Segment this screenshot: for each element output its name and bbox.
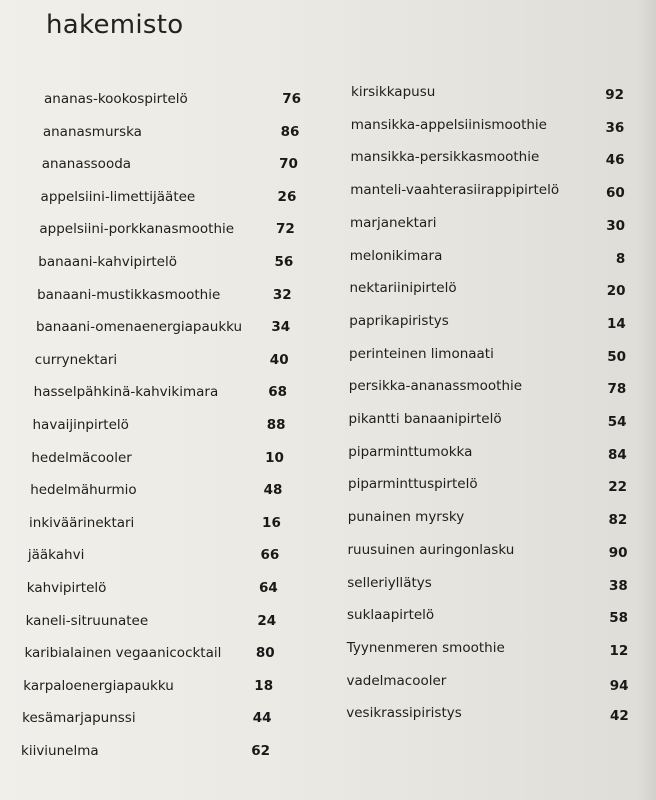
entry-name: suklaapirtelö — [347, 607, 435, 624]
entry-name: inkiväärinektari — [29, 514, 135, 531]
entry-name: ruusuinen auringonlasku — [347, 541, 515, 558]
entry-name: mansikka-persikkasmoothie — [350, 149, 540, 166]
entry-name: appelsiini-porkkanasmoothie — [39, 221, 235, 238]
entry-page-number: 84 — [607, 446, 627, 463]
entry-name: jääkahvi — [27, 547, 85, 564]
entry-page-number: 42 — [609, 708, 629, 725]
entry-name: karpaloenergiapaukku — [23, 677, 174, 694]
entry-name: karibialainen vegaanicocktail — [24, 645, 222, 662]
entry-page-number: 18 — [254, 677, 274, 694]
entry-page-number: 36 — [605, 119, 625, 136]
entry-name: melonikimara — [349, 247, 443, 264]
entry-page-number: 58 — [609, 610, 628, 627]
entry-page-number: 68 — [268, 384, 288, 401]
entry-page-number: 16 — [262, 514, 281, 531]
entry-name: appelsiini-limettijäätee — [40, 188, 196, 205]
entry-name: hasselpähkinä-kahvikimara — [33, 384, 219, 401]
entry-name: selleriyllätys — [347, 574, 432, 591]
entry-page-number: 62 — [251, 743, 270, 759]
entry-name: hedelmäcooler — [31, 449, 132, 466]
entry-name: ananas-kookospirtelö — [44, 91, 188, 107]
entry-page-number: 92 — [605, 87, 624, 103]
entry-page-number: 44 — [252, 710, 272, 727]
entry-page-number: 46 — [605, 152, 625, 169]
entry-page-number: 50 — [607, 348, 626, 365]
entry-name: nektariinipirtelö — [349, 280, 457, 297]
entry-page-number: 94 — [609, 677, 629, 694]
entry-name: persikka-ananassmoothie — [348, 378, 523, 395]
entry-page-number: 40 — [269, 351, 289, 368]
entry-name: kaneli-sitruunatee — [25, 612, 149, 629]
entry-page-number: 30 — [606, 217, 625, 234]
entry-page-number: 32 — [272, 286, 292, 303]
entry-page-number: 54 — [607, 414, 627, 430]
entry-name: punainen myrsky — [347, 509, 465, 526]
entry-page-number: 60 — [605, 185, 625, 202]
entry-page-number: 66 — [260, 547, 280, 564]
entry-page-number: 22 — [608, 479, 627, 496]
entry-name: kahvipirtelö — [26, 580, 107, 596]
entry-page-number: 24 — [257, 612, 277, 629]
entry-name: mansikka-appelsiinismoothie — [350, 116, 547, 133]
entry-page-number: 20 — [606, 283, 626, 300]
page-title: hakemisto — [46, 10, 184, 40]
entry-page-number: 26 — [277, 188, 297, 205]
entry-page-number: 72 — [275, 221, 295, 238]
entry-name: pikantti banaanipirtelö — [348, 411, 502, 427]
entry-name: banaani-mustikkasmoothie — [37, 286, 221, 303]
entry-name: vadelmacooler — [346, 672, 447, 689]
entry-name: Tyynenmeren smoothie — [346, 639, 505, 656]
entry-name: hedelmähurmio — [30, 482, 137, 499]
entry-name: kesämarjapunssi — [22, 710, 136, 727]
entry-name: paprikapiristys — [349, 312, 449, 329]
entry-name: marjanektari — [350, 214, 437, 231]
entry-page-number: 80 — [255, 645, 275, 662]
entry-page-number: 8 — [615, 250, 626, 267]
entry-page-number: 34 — [271, 319, 291, 336]
entry-page-number: 56 — [274, 254, 294, 270]
entry-name: piparminttuspirtelö — [348, 476, 478, 493]
entry-name: piparminttumokka — [348, 443, 473, 460]
entry-page-number: 78 — [607, 381, 627, 398]
entry-name: ananassooda — [41, 156, 132, 173]
entry-page-number: 10 — [265, 449, 284, 466]
entry-name: havaijinpirtelö — [32, 417, 129, 433]
page-edge-shadow — [638, 0, 656, 800]
entry-name: ananasmurska — [42, 123, 142, 140]
entry-page-number: 70 — [279, 156, 298, 173]
entry-page-number: 12 — [609, 642, 629, 659]
entry-name: kirsikkapusu — [351, 84, 436, 100]
entry-name: currynektari — [34, 351, 118, 368]
entry-name: manteli-vaahterasiirappipirtelö — [350, 182, 560, 199]
entry-page-number: 82 — [608, 512, 628, 529]
entry-page-number: 64 — [258, 580, 278, 596]
entry-page-number: 76 — [282, 91, 301, 107]
entry-page-number: 90 — [608, 544, 628, 561]
entry-name: vesikrassipiristys — [346, 705, 462, 722]
entry-name: kiiviunelma — [21, 743, 99, 759]
entry-page-number: 48 — [263, 482, 283, 499]
entry-name: banaani-omenaenergiapaukku — [35, 319, 243, 336]
entry-name: banaani-kahvipirtelö — [38, 254, 178, 270]
entry-name: perinteinen limonaati — [349, 345, 494, 362]
entry-page-number: 38 — [608, 577, 628, 594]
entry-page-number: 14 — [606, 315, 626, 332]
entry-page-number: 86 — [280, 123, 300, 140]
entry-page-number: 88 — [266, 417, 286, 433]
